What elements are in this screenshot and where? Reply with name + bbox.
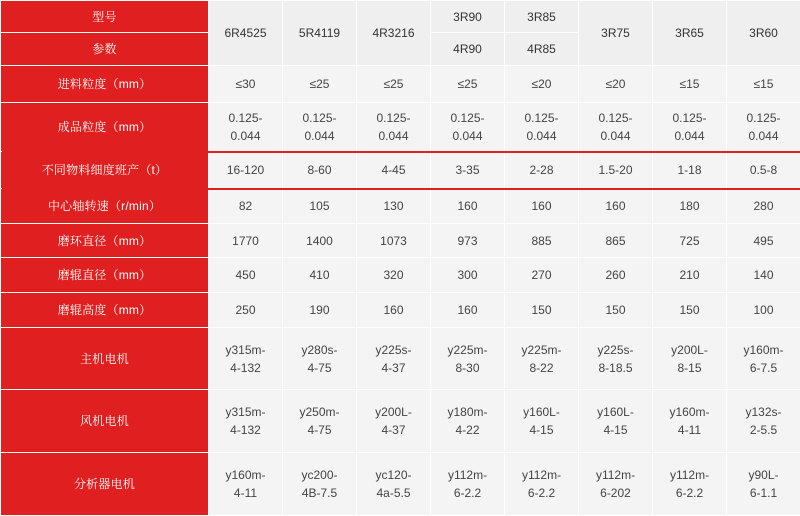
table-cell: 280 (727, 189, 800, 224)
table-cell: y225s- 4-37 (357, 327, 431, 390)
table-cell: y90L- 6-1.1 (727, 453, 800, 516)
table-header-row-model (1, 1, 800, 33)
table-cell: yc120- 4a-5.5 (357, 453, 431, 516)
table-cell: 4-45 (357, 152, 431, 189)
table-cell: y160L- 4-15 (505, 390, 579, 453)
table-cell: 190 (283, 293, 357, 328)
table-cell: 725 (653, 223, 727, 258)
table-row (1, 189, 800, 224)
table-cell: 1.5-20 (579, 152, 653, 189)
table-cell: 0.125- 0.044 (653, 102, 727, 152)
table-cell: y200L- 8-15 (653, 327, 727, 390)
table-row (1, 65, 800, 102)
table-cell: 250 (209, 293, 283, 328)
table-cell: y315m- 4-132 (209, 327, 283, 390)
table-cell: y225m- 8-30 (431, 327, 505, 390)
model-col-3: 4R3216 (357, 1, 431, 66)
row-label-param: 参数 (1, 33, 209, 65)
table-cell: 260 (579, 258, 653, 293)
table-cell: 0.125- 0.044 (209, 102, 283, 152)
table-cell: y112m- 6-202 (579, 453, 653, 516)
table-cell: 0.125- 0.044 (579, 102, 653, 152)
row-label-model: 型号 (1, 1, 209, 33)
table-cell: y132s- 2-5.5 (727, 390, 800, 453)
table-cell: 0.125- 0.044 (283, 102, 357, 152)
table-cell: 865 (579, 223, 653, 258)
table-cell: ≤20 (579, 65, 653, 102)
table-cell: 140 (727, 258, 800, 293)
table-cell: 8-60 (283, 152, 357, 189)
table-cell: y160m- 4-11 (209, 453, 283, 516)
table-cell: y160m- 4-11 (653, 390, 727, 453)
row-label: 不同物料细度班产（t） (1, 152, 209, 189)
table-cell: y160L- 4-15 (579, 390, 653, 453)
table-cell: ≤25 (357, 65, 431, 102)
row-label: 主机电机 (1, 327, 209, 390)
table-cell: 270 (505, 258, 579, 293)
table-row (1, 102, 800, 152)
table-cell: 300 (431, 258, 505, 293)
table-cell: 0.5-8 (727, 152, 800, 189)
table-row (1, 327, 800, 390)
table-cell: 495 (727, 223, 800, 258)
table-cell: 150 (579, 293, 653, 328)
table-cell: 150 (653, 293, 727, 328)
table-cell: 450 (209, 258, 283, 293)
table-cell: ≤30 (209, 65, 283, 102)
table-cell: ≤20 (505, 65, 579, 102)
table-cell: y315m- 4-132 (209, 390, 283, 453)
table-cell: 1073 (357, 223, 431, 258)
table-cell: 160 (431, 189, 505, 224)
table-cell: 0.125- 0.044 (431, 102, 505, 152)
row-label: 成品粒度（mm） (1, 102, 209, 152)
row-label: 中心轴转速（r/min） (1, 189, 209, 224)
model-col-6: 3R75 (579, 1, 653, 66)
table-cell: 160 (431, 293, 505, 328)
table-cell: y280s- 4-75 (283, 327, 357, 390)
table-cell: 3-35 (431, 152, 505, 189)
table-cell: ≤15 (727, 65, 800, 102)
model-col-4-bottom: 4R90 (431, 33, 505, 65)
table-cell: 0.125- 0.044 (505, 102, 579, 152)
table-cell: 320 (357, 258, 431, 293)
table-cell: y180m- 4-22 (431, 390, 505, 453)
table-cell: 0.125- 0.044 (357, 102, 431, 152)
table-cell: 410 (283, 258, 357, 293)
table-cell: y225m- 8-22 (505, 327, 579, 390)
table-cell: 1770 (209, 223, 283, 258)
table-row (1, 453, 800, 516)
row-label: 分析器电机 (1, 453, 209, 516)
table-cell: y112m- 6-2.2 (653, 453, 727, 516)
model-col-5-top: 3R85 (505, 1, 579, 33)
table-cell: 1400 (283, 223, 357, 258)
table-cell: 1-18 (653, 152, 727, 189)
table-cell: 130 (357, 189, 431, 224)
table-row-highlighted (1, 152, 800, 189)
table-cell: y225s- 8-18.5 (579, 327, 653, 390)
table-cell: ≤15 (653, 65, 727, 102)
table-cell: y250m- 4-75 (283, 390, 357, 453)
table-row (1, 223, 800, 258)
table-cell: 16-120 (209, 152, 283, 189)
table-cell: 82 (209, 189, 283, 224)
model-col-4-top: 3R90 (431, 1, 505, 33)
table-cell: yc200- 4B-7.5 (283, 453, 357, 516)
table-cell: ≤25 (431, 65, 505, 102)
row-label: 磨辊高度（mm） (1, 293, 209, 328)
model-col-5-bottom: 4R85 (505, 33, 579, 65)
table-row (1, 293, 800, 328)
table-row (1, 390, 800, 453)
table-cell: ≤25 (283, 65, 357, 102)
table-cell: 973 (431, 223, 505, 258)
table-cell: y160m- 6-7.5 (727, 327, 800, 390)
row-label: 磨环直径（mm） (1, 223, 209, 258)
table-cell: 150 (505, 293, 579, 328)
table-cell: 885 (505, 223, 579, 258)
table-cell: y112m- 6-2.2 (505, 453, 579, 516)
table-row (1, 258, 800, 293)
table-cell: 160 (579, 189, 653, 224)
table-cell: 0.125- 0.044 (727, 102, 800, 152)
table-cell: y200L- 4-37 (357, 390, 431, 453)
table-cell: 100 (727, 293, 800, 328)
table-cell: 160 (505, 189, 579, 224)
row-label: 进料粒度（mm） (1, 65, 209, 102)
table-cell: 2-28 (505, 152, 579, 189)
row-label: 风机电机 (1, 390, 209, 453)
table-cell: 105 (283, 189, 357, 224)
table-cell: 210 (653, 258, 727, 293)
table-cell: 180 (653, 189, 727, 224)
table-cell: y112m- 6-2.2 (431, 453, 505, 516)
model-col-1: 6R4525 (209, 1, 283, 66)
model-col-2: 5R4119 (283, 1, 357, 66)
row-label: 磨辊直径（mm） (1, 258, 209, 293)
model-col-7: 3R65 (653, 1, 727, 66)
table-cell: 160 (357, 293, 431, 328)
model-col-8: 3R60 (727, 1, 800, 66)
